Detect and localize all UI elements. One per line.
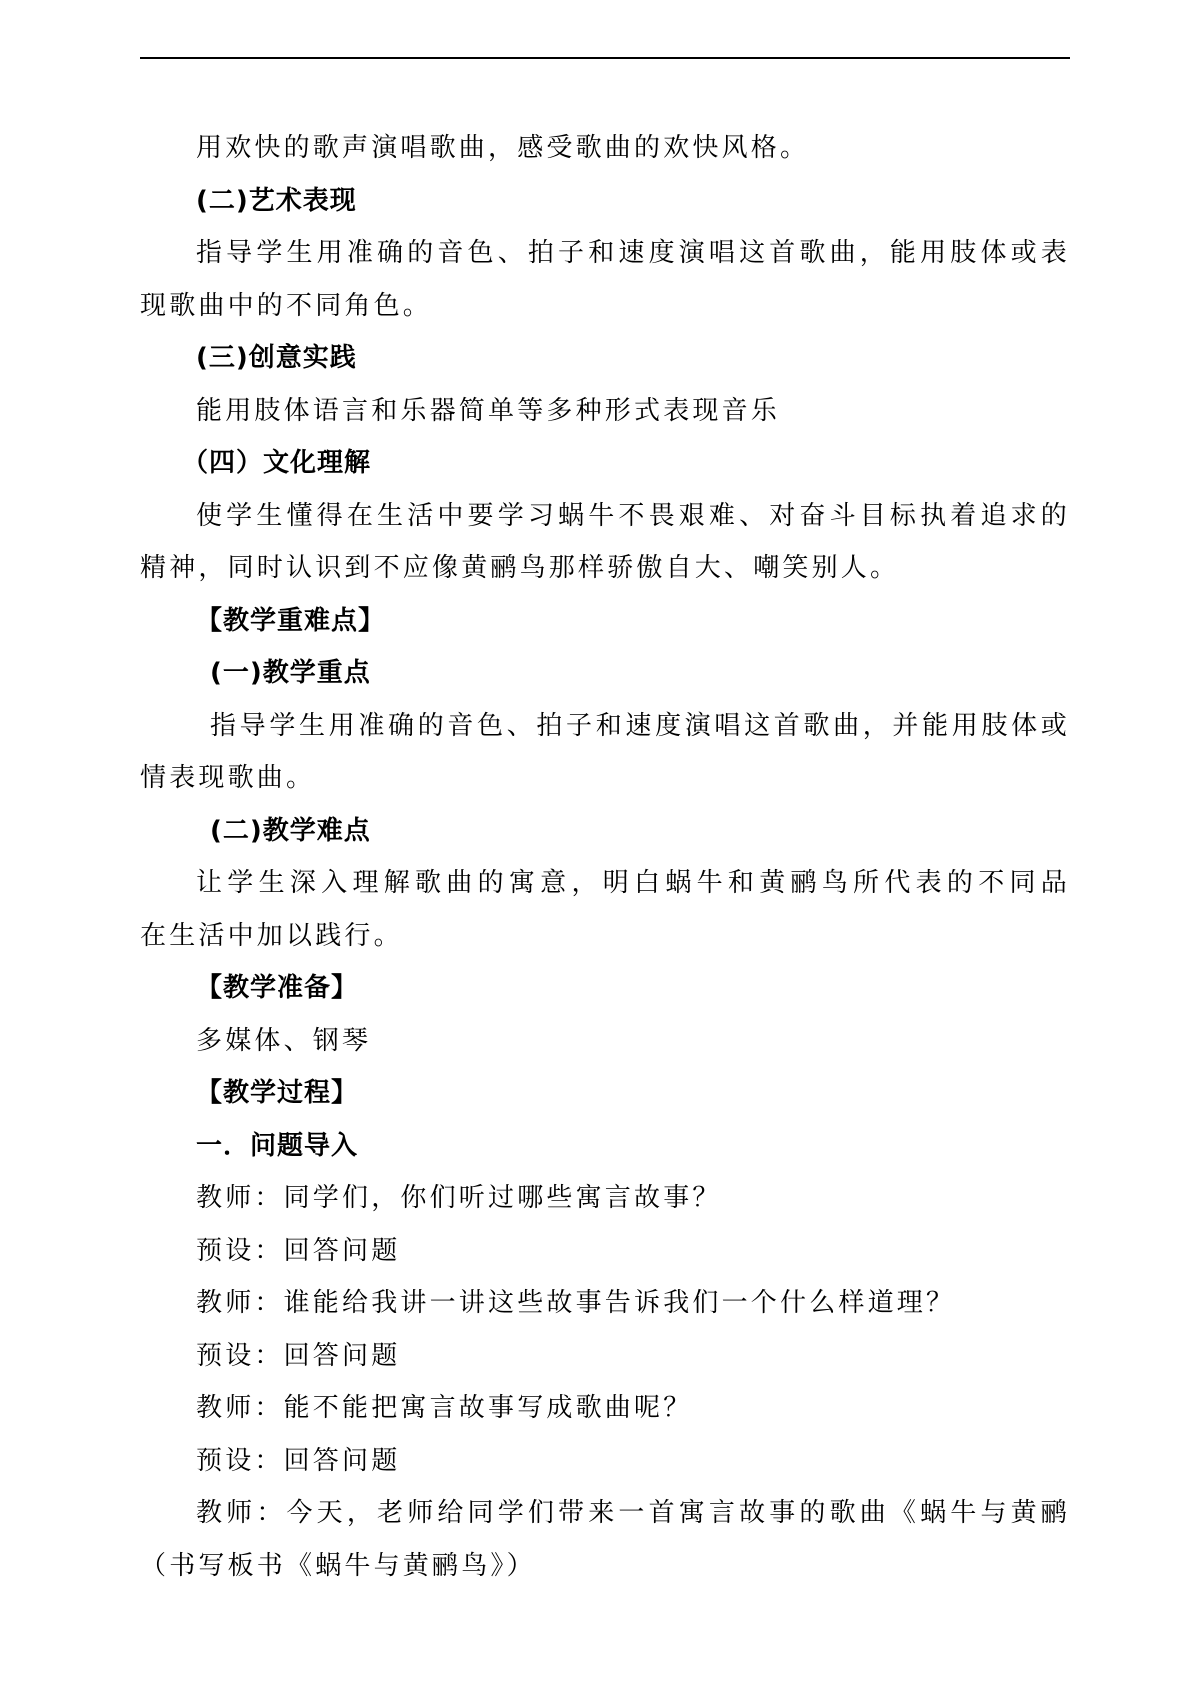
header-rule bbox=[140, 57, 1070, 59]
section-heading-process: 【教学过程】 bbox=[196, 1078, 359, 1108]
paragraph-line: 现歌曲中的不同角色。 bbox=[140, 290, 433, 321]
paragraph-line: 多媒体、钢琴 bbox=[196, 1025, 372, 1056]
paragraph-line: 用欢快的歌声演唱歌曲，感受歌曲的欢快风格。 bbox=[196, 133, 810, 163]
paragraph-line: 让学生深入理解歌曲的寓意，明白蜗牛和黄鹂鸟所代表的不同品 bbox=[196, 868, 1070, 898]
section-heading-art-expression: (二)艺术表现 bbox=[196, 185, 357, 216]
section-heading-cultural-understanding: （四）文化理解 bbox=[182, 448, 372, 478]
dialogue-line: 教师：谁能给我讲一讲这些故事告诉我们一个什么样道理？ bbox=[196, 1288, 956, 1318]
document-page bbox=[140, 122, 1070, 1592]
section-heading-key-difficult-points: 【教学重难点】 bbox=[196, 605, 386, 636]
dialogue-line: 预设：回答问题 bbox=[196, 1445, 401, 1476]
dialogue-line: 教师：今天，老师给同学们带来一首寓言故事的歌曲《蜗牛与黄鹂 bbox=[196, 1498, 1070, 1528]
dialogue-line: 教师：能不能把寓言故事写成歌曲呢？ bbox=[196, 1393, 693, 1423]
paragraph-line: 能用肢体语言和乐器简单等多种形式表现音乐 bbox=[196, 395, 781, 426]
section-heading-key-points: (一)教学重点 bbox=[210, 658, 371, 688]
section-heading-question-intro: 一．问题导入 bbox=[196, 1130, 359, 1161]
paragraph-line: 使学生懂得在生活中要学习蜗牛不畏艰难、对奋斗目标执着追求的 bbox=[196, 500, 1070, 531]
paragraph-line: 情表现歌曲。 bbox=[140, 763, 316, 793]
paragraph-line: 指导学生用准确的音色、拍子和速度演唱这首歌曲，并能用肢体或 bbox=[210, 710, 1070, 741]
section-heading-difficult-points: (二)教学难点 bbox=[210, 815, 371, 846]
dialogue-line: 教师：同学们，你们听过哪些寓言故事？ bbox=[196, 1183, 722, 1213]
dialogue-line: （书写板书《蜗牛与黄鹂鸟》） bbox=[140, 1550, 536, 1581]
section-heading-preparation: 【教学准备】 bbox=[196, 973, 359, 1003]
dialogue-line: 预设：回答问题 bbox=[196, 1340, 401, 1371]
paragraph-line: 精神，同时认识到不应像黄鹂鸟那样骄傲自大、嘲笑别人。 bbox=[140, 553, 900, 583]
paragraph-line: 在生活中加以践行。 bbox=[140, 920, 403, 951]
paragraph-line: 指导学生用准确的音色、拍子和速度演唱这首歌曲，能用肢体或表 bbox=[196, 238, 1070, 268]
section-heading-creative-practice: (三)创意实践 bbox=[196, 343, 357, 373]
dialogue-line: 预设：回答问题 bbox=[196, 1235, 401, 1266]
